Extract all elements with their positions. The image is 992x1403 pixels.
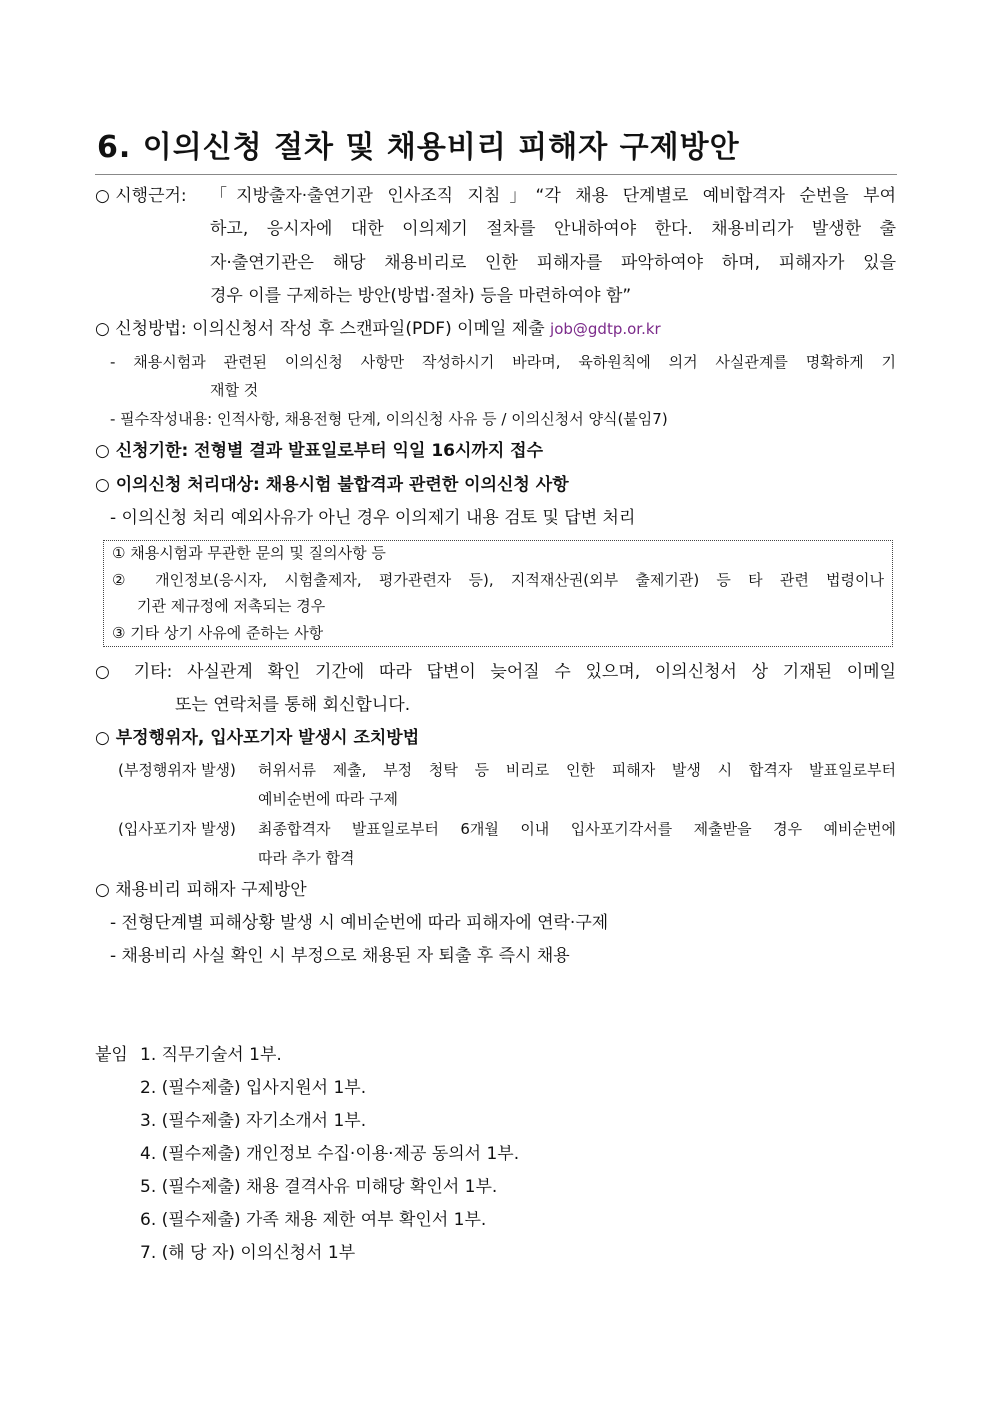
title-divider [95, 174, 897, 175]
attachment-item: 1. 직무기술서 1부. [140, 1045, 282, 1065]
method-note: - 필수작성내용: 인적사항, 채용전형 단계, 이의신청 사유 등 / 이의신청서 양식(붙임7) [110, 410, 668, 428]
misconduct-label: (부정행위자 발생) [118, 761, 236, 779]
exception-item: ③ 기타 상기 사유에 준하는 사항 [112, 624, 324, 642]
exception-item: ① 채용시험과 무관한 문의 및 질의사항 등 [112, 544, 386, 562]
misconduct-heading: ○ 부정행위자, 입사포기자 발생시 조치방법 [95, 728, 420, 748]
attachment-item: 5. (필수제출) 채용 결격사유 미해당 확인서 1부. [140, 1177, 498, 1197]
misconduct-text: 따라 추가 합격 [258, 849, 355, 867]
other-line: 또는 연락처를 통해 회신합니다. [175, 695, 411, 715]
exception-item: ② 개인정보(응시자, 시험출제자, 평가관련자 등), 지적재산권(외부 출제기관) 등 타 관련 법령이나 [112, 571, 884, 589]
method-label: ○ 신청방법: [95, 319, 187, 339]
basis-label: ○ 시행근거: [95, 186, 187, 206]
deadline: ○ 신청기한: 전형별 결과 발표일로부터 익일 16시까지 접수 [95, 441, 544, 461]
basis-line: 「지방출자·출연기관 인사조직 지침」“각 채용 단계별로 예비합격자 순번을 부여 [210, 186, 896, 206]
target-note: - 이의신청 처리 예외사유가 아닌 경우 이의제기 내용 검토 및 답변 처리 [110, 508, 636, 528]
attachment-item: 7. (해 당 자) 이의신청서 1부 [140, 1243, 356, 1263]
email-link[interactable]: job@gdtp.or.kr [550, 320, 661, 338]
other-line: ○ 기타: 사실관계 확인 기간에 따라 답변이 늦어질 수 있으며, 이의신청서 상 기재된 이메일 [95, 662, 896, 682]
attachment-item: 3. (필수제출) 자기소개서 1부. [140, 1111, 367, 1131]
remedy-item: - 채용비리 사실 확인 시 부정으로 채용된 자 퇴출 후 즉시 채용 [110, 946, 570, 966]
basis-line: 자·출연기관은 해당 채용비리로 인한 피해자를 파악하여야 하며, 피해자가 있을 [210, 253, 896, 273]
remedy-item: - 전형단계별 피해상황 발생 시 예비순번에 따라 피해자에 연락·구제 [110, 913, 609, 933]
method-line [95, 318, 661, 340]
exception-item: 기관 제규정에 저촉되는 경우 [137, 597, 326, 615]
misconduct-text: 예비순번에 따라 구제 [258, 790, 398, 808]
attachments-label: 붙임 [95, 1045, 128, 1065]
target-heading: ○ 이의신청 처리대상: 채용시험 불합격과 관련한 이의신청 사항 [95, 475, 569, 495]
page-title: 6. 이의신청 절차 및 채용비리 피해자 구제방안 [97, 130, 740, 165]
basis-line: 하고, 응시자에 대한 이의제기 절차를 안내하여야 한다. 채용비리가 발생한 출 [210, 219, 896, 239]
attachment-item: 2. (필수제출) 입사지원서 1부. [140, 1078, 367, 1098]
method-note: - 채용시험과 관련된 이의신청 사항만 작성하시기 바라며, 육하원칙에 의거 사실관계를 명확하게 기 [110, 353, 896, 371]
misconduct-text: 최종합격자 발표일로부터 6개월 이내 입사포기각서를 제출받을 경우 예비순번에 [258, 820, 896, 838]
attachment-item: 4. (필수제출) 개인정보 수집·이용·제공 동의서 1부. [140, 1144, 520, 1164]
misconduct-label: (입사포기자 발생) [118, 820, 236, 838]
attachment-item: 6. (필수제출) 가족 채용 제한 여부 확인서 1부. [140, 1210, 487, 1230]
remedy-heading: ○ 채용비리 피해자 구제방안 [95, 880, 307, 900]
method-note: 재할 것 [210, 381, 259, 399]
misconduct-text: 허위서류 제출, 부정 청탁 등 비리로 인한 피해자 발생 시 합격자 발표일로부터 [258, 761, 896, 779]
basis-line: 경우 이를 구제하는 방안(방법·절차) 등을 마련하여야 함” [210, 286, 632, 306]
method-text: 이의신청서 작성 후 스캔파일(PDF) 이메일 제출 [192, 319, 545, 339]
